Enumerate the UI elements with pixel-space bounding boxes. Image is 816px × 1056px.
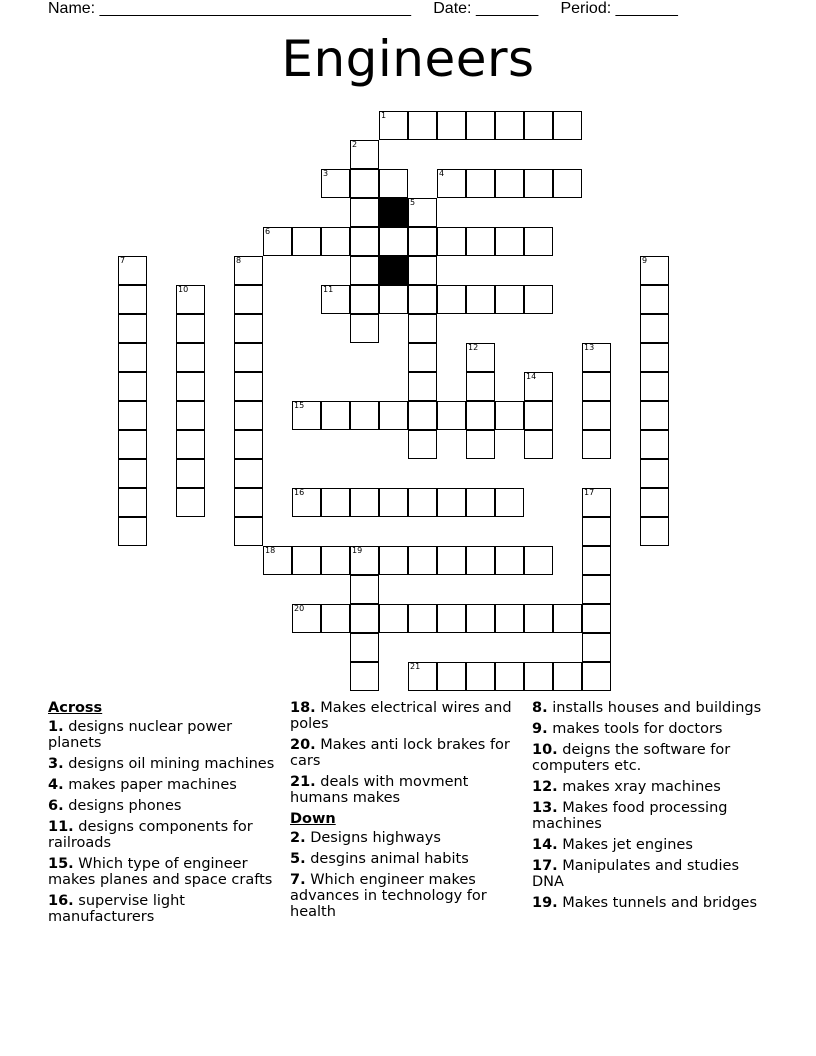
grid-cell[interactable] — [176, 314, 205, 343]
grid-cell[interactable] — [524, 430, 553, 459]
down-heading: Down — [290, 811, 336, 827]
grid-cell[interactable] — [350, 488, 379, 517]
clue-across-16: 16. supervise light manufacturers — [48, 893, 185, 925]
grid-cell[interactable] — [408, 314, 437, 343]
period-field[interactable]: Period: _______ — [560, 0, 678, 17]
grid-cell[interactable] — [408, 372, 437, 401]
grid-cell[interactable] — [640, 517, 669, 546]
grid-cell[interactable] — [495, 227, 524, 256]
grid-cell[interactable] — [466, 401, 495, 430]
grid-cell[interactable] — [582, 517, 611, 546]
clue-across-4: 4. makes paper machines — [48, 777, 237, 793]
clue-down-10: 10. deigns the software for computers etc. — [532, 742, 731, 774]
grid-cell[interactable] — [437, 662, 466, 691]
grid-cell[interactable] — [466, 111, 495, 140]
clue-number-10: 10 — [178, 285, 189, 294]
grid-cell[interactable] — [118, 488, 147, 517]
grid-cell[interactable] — [495, 111, 524, 140]
grid-cell[interactable] — [350, 285, 379, 314]
clue-across-15: 15. Which type of engineer makes planes and space crafts — [48, 856, 273, 888]
grid-cell[interactable] — [524, 604, 553, 633]
grid-cell[interactable] — [553, 662, 582, 691]
grid-cell[interactable] — [495, 546, 524, 575]
name-field[interactable]: Name: ___________________________________ — [48, 0, 412, 17]
grid-cell[interactable] — [466, 430, 495, 459]
grid-cell[interactable] — [234, 285, 263, 314]
clue-down-12: 12. makes xray machines — [532, 779, 721, 795]
date-field[interactable]: Date: _______ — [433, 0, 539, 17]
grid-cell[interactable] — [582, 604, 611, 633]
grid-cell[interactable] — [118, 459, 147, 488]
grid-cell[interactable] — [408, 285, 437, 314]
clue-down-13: 13. Makes food processing machines — [532, 800, 728, 832]
grid-cell[interactable] — [640, 285, 669, 314]
grid-cell[interactable] — [350, 314, 379, 343]
clue-number-4: 4 — [439, 169, 445, 178]
grid-cell[interactable] — [234, 488, 263, 517]
grid-cell[interactable] — [176, 343, 205, 372]
clues-column-1 — [48, 700, 288, 930]
grid-cell[interactable] — [321, 546, 350, 575]
grid-cell[interactable] — [495, 488, 524, 517]
grid-cell[interactable] — [553, 169, 582, 198]
grid-cell[interactable] — [321, 488, 350, 517]
grid-cell[interactable] — [408, 430, 437, 459]
grid-cell[interactable] — [350, 198, 379, 227]
grid-cell[interactable] — [495, 401, 524, 430]
grid-cell[interactable] — [582, 662, 611, 691]
clue-number-9: 9 — [642, 256, 648, 265]
grid-cell[interactable] — [350, 633, 379, 662]
grid-cell[interactable] — [350, 604, 379, 633]
grid-cell[interactable] — [292, 546, 321, 575]
grid-cell[interactable] — [350, 401, 379, 430]
clue-number-1: 1 — [381, 111, 387, 120]
grid-cell[interactable] — [408, 604, 437, 633]
grid-cell[interactable] — [176, 401, 205, 430]
grid-cell[interactable] — [640, 488, 669, 517]
grid-cell[interactable] — [640, 372, 669, 401]
grid-cell[interactable] — [437, 285, 466, 314]
grid-cell[interactable] — [118, 517, 147, 546]
across-heading: Across — [48, 700, 103, 716]
grid-cell[interactable] — [553, 111, 582, 140]
grid-cell[interactable] — [379, 169, 408, 198]
grid-cell[interactable] — [234, 372, 263, 401]
grid-cell[interactable] — [118, 372, 147, 401]
clue-number-11: 11 — [323, 285, 334, 294]
clue-down-19: 19. Makes tunnels and bridges — [532, 895, 757, 911]
clue-across-20: 20. Makes anti lock brakes for cars — [290, 737, 510, 769]
clues-column-3 — [532, 700, 772, 916]
clue-number-6: 6 — [265, 227, 271, 236]
clue-number-8: 8 — [236, 256, 242, 265]
grid-cell[interactable] — [524, 285, 553, 314]
grid-cell[interactable] — [437, 546, 466, 575]
clue-number-17: 17 — [584, 488, 595, 497]
grid-cell[interactable] — [437, 604, 466, 633]
clue-number-15: 15 — [294, 401, 305, 410]
clue-across-21: 21. deals with movment humans makes — [290, 774, 469, 806]
clue-number-14: 14 — [526, 372, 537, 381]
grid-cell[interactable] — [582, 401, 611, 430]
grid-cell[interactable] — [524, 227, 553, 256]
grid-cell[interactable] — [234, 401, 263, 430]
grid-cell[interactable] — [379, 604, 408, 633]
grid-cell[interactable] — [466, 546, 495, 575]
clue-across-6: 6. designs phones — [48, 798, 182, 814]
grid-cell[interactable] — [524, 546, 553, 575]
clue-number-19: 19 — [352, 546, 363, 555]
grid-cell[interactable] — [379, 227, 408, 256]
grid-cell[interactable] — [466, 604, 495, 633]
clue-number-20: 20 — [294, 604, 305, 613]
clue-across-18: 18. Makes electrical wires and poles — [290, 700, 512, 732]
grid-cell[interactable] — [176, 372, 205, 401]
grid-cell[interactable] — [350, 256, 379, 285]
grid-cell[interactable] — [466, 169, 495, 198]
black-cell — [379, 198, 408, 227]
grid-cell[interactable] — [118, 343, 147, 372]
grid-cell[interactable] — [379, 546, 408, 575]
clue-number-5: 5 — [410, 198, 416, 207]
grid-cell[interactable] — [118, 401, 147, 430]
clue-down-8: 8. installs houses and buildings — [532, 700, 762, 716]
clue-number-21: 21 — [410, 662, 421, 671]
clue-down-17: 17. Manipulates and studies DNA — [532, 858, 740, 890]
grid-cell[interactable] — [495, 169, 524, 198]
grid-cell[interactable] — [379, 285, 408, 314]
grid-cell[interactable] — [524, 401, 553, 430]
grid-cell[interactable] — [640, 314, 669, 343]
grid-cell[interactable] — [234, 343, 263, 372]
grid-cell[interactable] — [176, 488, 205, 517]
grid-cell[interactable] — [495, 604, 524, 633]
clue-down-5: 5. desgins animal habits — [290, 851, 469, 867]
grid-cell[interactable] — [495, 662, 524, 691]
grid-cell[interactable] — [640, 343, 669, 372]
grid-cell[interactable] — [524, 662, 553, 691]
grid-cell[interactable] — [408, 256, 437, 285]
clue-across-1: 1. designs nuclear power planets — [48, 719, 233, 751]
grid-cell[interactable] — [466, 285, 495, 314]
grid-cell[interactable] — [495, 285, 524, 314]
grid-cell[interactable] — [466, 488, 495, 517]
grid-cell[interactable] — [437, 111, 466, 140]
grid-cell[interactable] — [350, 662, 379, 691]
grid-cell[interactable] — [524, 111, 553, 140]
page-title: Engineers — [281, 30, 535, 88]
grid-cell[interactable] — [437, 227, 466, 256]
grid-cell[interactable] — [234, 517, 263, 546]
clue-number-16: 16 — [294, 488, 305, 497]
grid-cell[interactable] — [321, 401, 350, 430]
grid-cell[interactable] — [118, 314, 147, 343]
clue-number-18: 18 — [265, 546, 276, 555]
clue-number-13: 13 — [584, 343, 595, 352]
clue-number-7: 7 — [120, 256, 126, 265]
grid-cell[interactable] — [524, 169, 553, 198]
grid-cell[interactable] — [118, 285, 147, 314]
grid-cell[interactable] — [437, 401, 466, 430]
clues-column-2 — [290, 700, 530, 925]
grid-cell[interactable] — [350, 169, 379, 198]
grid-cell[interactable] — [118, 430, 147, 459]
grid-cell[interactable] — [466, 662, 495, 691]
grid-cell[interactable] — [379, 401, 408, 430]
clue-number-2: 2 — [352, 140, 358, 149]
grid-cell[interactable] — [350, 227, 379, 256]
grid-cell[interactable] — [176, 459, 205, 488]
grid-cell[interactable] — [582, 430, 611, 459]
grid-cell[interactable] — [408, 343, 437, 372]
grid-cell[interactable] — [379, 488, 408, 517]
grid-cell[interactable] — [582, 575, 611, 604]
clue-down-9: 9. makes tools for doctors — [532, 721, 723, 737]
grid-cell[interactable] — [582, 546, 611, 575]
grid-cell[interactable] — [292, 227, 321, 256]
grid-cell[interactable] — [582, 372, 611, 401]
grid-cell[interactable] — [321, 604, 350, 633]
grid-cell[interactable] — [234, 430, 263, 459]
clue-across-3: 3. designs oil mining machines — [48, 756, 275, 772]
grid-cell[interactable] — [234, 459, 263, 488]
grid-cell[interactable] — [408, 488, 437, 517]
grid-cell[interactable] — [640, 459, 669, 488]
clue-across-11: 11. designs components for railroads — [48, 819, 253, 851]
grid-cell[interactable] — [553, 604, 582, 633]
grid-cell[interactable] — [321, 227, 350, 256]
clue-down-7: 7. Which engineer makes advances in technology for health — [290, 872, 487, 920]
grid-cell[interactable] — [437, 488, 466, 517]
grid-cell[interactable] — [640, 401, 669, 430]
grid-cell[interactable] — [408, 227, 437, 256]
grid-cell[interactable] — [408, 401, 437, 430]
clue-number-3: 3 — [323, 169, 329, 178]
grid-cell[interactable] — [350, 575, 379, 604]
grid-cell[interactable] — [408, 111, 437, 140]
grid-cell[interactable] — [466, 227, 495, 256]
clue-down-14: 14. Makes jet engines — [532, 837, 693, 853]
grid-cell[interactable] — [408, 546, 437, 575]
clue-number-12: 12 — [468, 343, 479, 352]
grid-cell[interactable] — [234, 314, 263, 343]
grid-cell[interactable] — [640, 430, 669, 459]
grid-cell[interactable] — [582, 633, 611, 662]
grid-cell[interactable] — [466, 372, 495, 401]
clue-down-2: 2. Designs highways — [290, 830, 441, 846]
black-cell — [379, 256, 408, 285]
grid-cell[interactable] — [176, 430, 205, 459]
